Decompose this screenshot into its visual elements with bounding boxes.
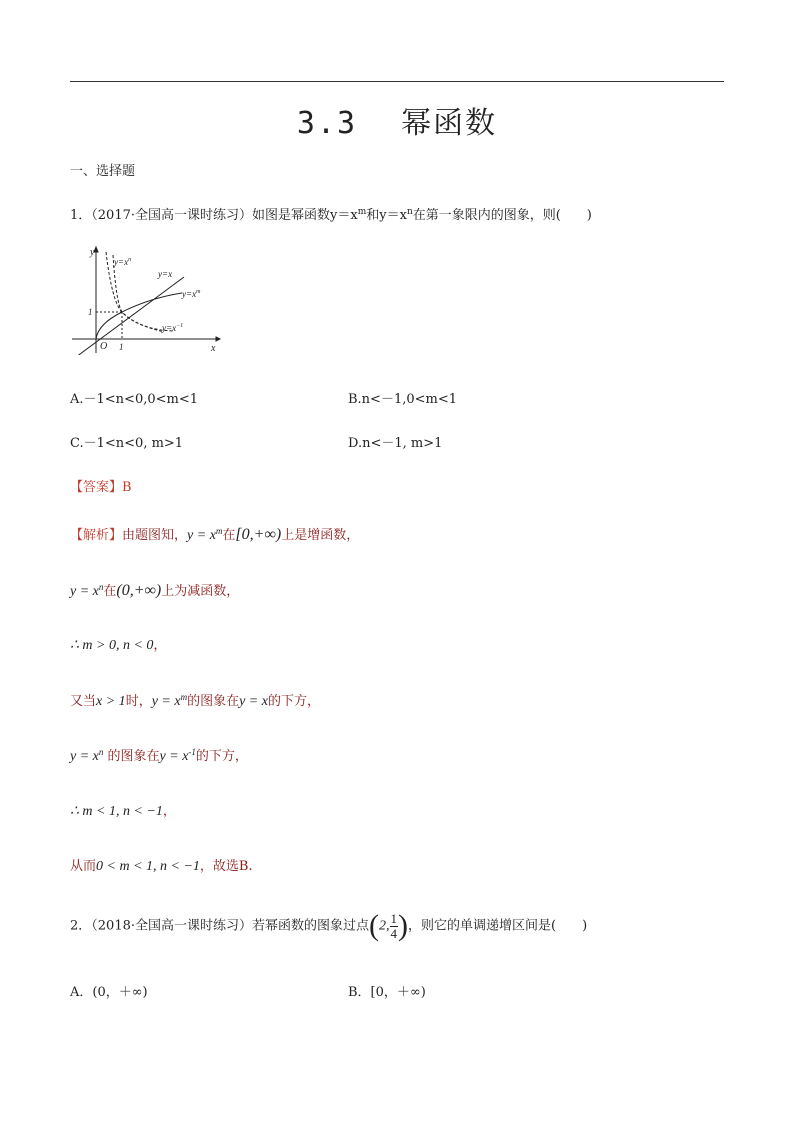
section-heading: 一、选择题 — [70, 164, 136, 179]
one-x-label: 1 — [119, 342, 124, 352]
page-title — [0, 98, 794, 142]
label-y-x-n: $y=x^n$ — [114, 257, 132, 267]
label-y-x: y=x — [158, 269, 173, 279]
answer-value: B — [122, 480, 132, 495]
q2-option-b: B．[0，＋∞) — [348, 985, 426, 1000]
analysis-line-5: $y = x^n$ 的图象在$y = x^{-1}$的下方， — [70, 747, 248, 764]
label-y-x-m: $y=x^m$ — [182, 289, 201, 299]
one-y-label: 1 — [88, 307, 93, 317]
q1-option-d: D.n<－1, m>1 — [348, 436, 443, 451]
y-axis-label: y — [90, 247, 95, 258]
analysis-line-2: $y = x^n$在(0,+∞)上为减函数， — [70, 582, 240, 599]
title-text: 幂函数 — [401, 106, 498, 141]
origin-label: O — [100, 341, 108, 352]
x-axis-label: x — [211, 343, 216, 354]
point-fraction: $\frac{1}{4}$ — [390, 910, 397, 941]
q1-option-c: C.－1<n<0, m>1 — [70, 436, 184, 451]
analysis-line-4: 又当x > 1时，$y = x^m$的图象在y = x的下方， — [70, 692, 320, 709]
answer-label: 【答案】 — [70, 480, 123, 495]
q1-answer — [70, 476, 132, 495]
q2-stem: 2．（2018·全国高一课时练习）若幂函数的图象过点(2, $\frac{1}{4}$ )，则它的单调递增区间是( ) — [70, 909, 588, 942]
label-y-x-inv: $y=x^{-1}$ — [162, 323, 184, 333]
y-axis-arrow — [94, 247, 98, 252]
q1-option-b: B.n<－1,0<m<1 — [348, 392, 458, 407]
q1-graph — [70, 240, 225, 355]
x-axis-arrow — [216, 337, 220, 341]
point-x: 2, — [379, 918, 390, 934]
paren-right: ) — [398, 909, 408, 942]
q2-option-a: A．(0，＋∞) — [70, 985, 148, 1000]
analysis-line-7: 从而0 < m < 1, n < −1，故选B. — [70, 859, 253, 874]
analysis-line-1: 【解析】由题图知，$y = x^m$在[0,+∞)上是增函数， — [70, 526, 360, 543]
analysis-label: 【解析】 — [70, 528, 123, 543]
header-rule — [70, 81, 724, 82]
q1-option-a: A.－1<n<0,0<m<1 — [70, 392, 199, 407]
analysis-line-6: ∴ m < 1, n < −1， — [70, 804, 176, 819]
title-number: 3.3 — [296, 106, 358, 141]
analysis-line-3: ∴ m > 0, n < 0， — [70, 638, 167, 653]
q1-stem: 1．（2017·全国高一课时练习）如图是幂函数$y=x^m$和$y=x^n$在第一象限内的图象，则( ) — [70, 207, 592, 223]
paren-left: ( — [369, 909, 379, 942]
